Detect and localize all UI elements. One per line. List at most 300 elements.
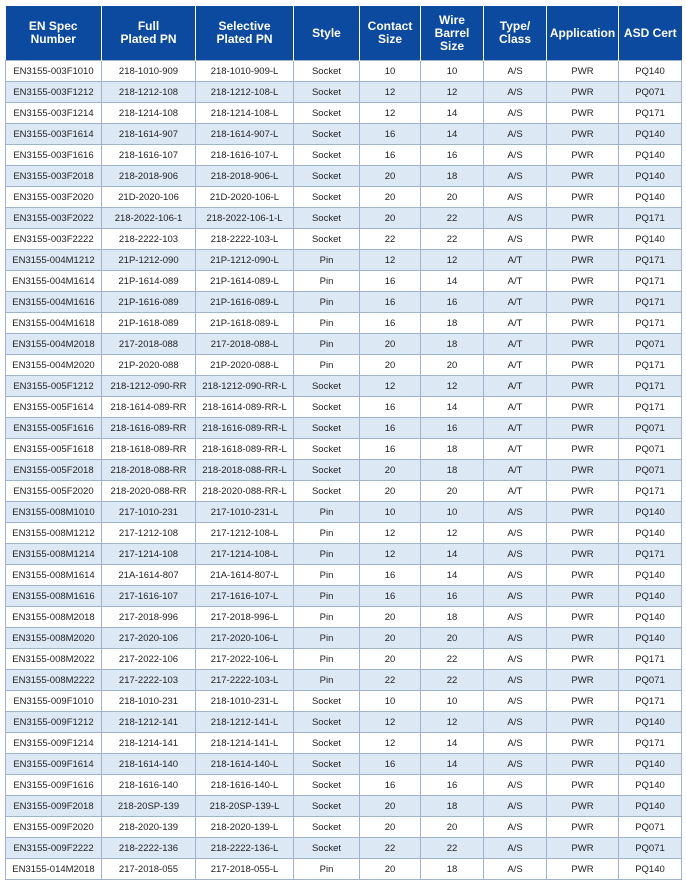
application-cell: PWR bbox=[547, 544, 619, 565]
header-contact-size bbox=[360, 6, 421, 61]
selective-plated-pn-cell: 217-2222-103-L bbox=[196, 670, 294, 691]
header-label: Style bbox=[312, 25, 341, 40]
selective-plated-pn-cell: 218-2018-906-L bbox=[196, 166, 294, 187]
asd-cert-cell: PQ140 bbox=[619, 124, 682, 145]
type-class-cell: A/S bbox=[484, 229, 547, 250]
header-label: Wire Barrel Size bbox=[434, 12, 470, 53]
contact-size-cell: 20 bbox=[360, 628, 421, 649]
wire-barrel-size-cell: 14 bbox=[421, 103, 484, 124]
contact-size-cell: 20 bbox=[360, 607, 421, 628]
full-plated-pn-cell: 218-2222-136 bbox=[102, 838, 196, 859]
wire-barrel-size-cell: 14 bbox=[421, 271, 484, 292]
contact-size-cell: 12 bbox=[360, 712, 421, 733]
contact-size-cell: 12 bbox=[360, 376, 421, 397]
asd-cert-cell: PQ140 bbox=[619, 796, 682, 817]
table-row bbox=[6, 838, 682, 859]
en-spec-number-cell: EN3155-008M1214 bbox=[6, 544, 102, 565]
contact-size-cell: 10 bbox=[360, 691, 421, 712]
en-spec-number-cell: EN3155-005F1616 bbox=[6, 418, 102, 439]
application-cell: PWR bbox=[547, 565, 619, 586]
wire-barrel-size-cell: 12 bbox=[421, 82, 484, 103]
contact-spec-table bbox=[5, 6, 682, 880]
type-class-cell: A/S bbox=[484, 649, 547, 670]
header-application bbox=[547, 6, 619, 61]
table-row bbox=[6, 733, 682, 754]
asd-cert-cell: PQ071 bbox=[619, 334, 682, 355]
full-plated-pn-cell: 218-1618-089-RR bbox=[102, 439, 196, 460]
type-class-cell: A/S bbox=[484, 187, 547, 208]
contact-size-cell: 12 bbox=[360, 103, 421, 124]
selective-plated-pn-cell: 217-2018-055-L bbox=[196, 859, 294, 880]
wire-barrel-size-cell: 22 bbox=[421, 670, 484, 691]
type-class-cell: A/S bbox=[484, 796, 547, 817]
en-spec-number-cell: EN3155-004M2018 bbox=[6, 334, 102, 355]
full-plated-pn-cell: 218-1616-140 bbox=[102, 775, 196, 796]
en-spec-number-cell: EN3155-003F1616 bbox=[6, 145, 102, 166]
selective-plated-pn-cell: 217-1010-231-L bbox=[196, 502, 294, 523]
en-spec-number-cell: EN3155-014M2018 bbox=[6, 859, 102, 880]
table-row bbox=[6, 124, 682, 145]
selective-plated-pn-cell: 217-1212-108-L bbox=[196, 523, 294, 544]
application-cell: PWR bbox=[547, 397, 619, 418]
wire-barrel-size-cell: 18 bbox=[421, 439, 484, 460]
table-row bbox=[6, 376, 682, 397]
type-class-cell: A/T bbox=[484, 439, 547, 460]
full-plated-pn-cell: 217-1214-108 bbox=[102, 544, 196, 565]
style-cell: Socket bbox=[294, 61, 360, 82]
type-class-cell: A/T bbox=[484, 292, 547, 313]
asd-cert-cell: PQ140 bbox=[619, 187, 682, 208]
table-row bbox=[6, 103, 682, 124]
header-type-class bbox=[484, 6, 547, 61]
full-plated-pn-cell: 218-2022-106-1 bbox=[102, 208, 196, 229]
type-class-cell: A/S bbox=[484, 670, 547, 691]
table-row bbox=[6, 796, 682, 817]
en-spec-number-cell: EN3155-008M2022 bbox=[6, 649, 102, 670]
contact-size-cell: 22 bbox=[360, 838, 421, 859]
en-spec-number-cell: EN3155-009F2020 bbox=[6, 817, 102, 838]
full-plated-pn-cell: 218-1616-107 bbox=[102, 145, 196, 166]
contact-size-cell: 20 bbox=[360, 334, 421, 355]
application-cell: PWR bbox=[547, 523, 619, 544]
application-cell: PWR bbox=[547, 502, 619, 523]
style-cell: Socket bbox=[294, 754, 360, 775]
full-plated-pn-cell: 217-2018-055 bbox=[102, 859, 196, 880]
style-cell: Socket bbox=[294, 691, 360, 712]
header-label: Full Plated PN bbox=[120, 19, 177, 46]
style-cell: Pin bbox=[294, 670, 360, 691]
spec-table-container bbox=[5, 6, 681, 880]
type-class-cell: A/S bbox=[484, 817, 547, 838]
table-row bbox=[6, 754, 682, 775]
table-row bbox=[6, 397, 682, 418]
type-class-cell: A/S bbox=[484, 754, 547, 775]
type-class-cell: A/S bbox=[484, 838, 547, 859]
wire-barrel-size-cell: 18 bbox=[421, 166, 484, 187]
en-spec-number-cell: EN3155-008M1212 bbox=[6, 523, 102, 544]
asd-cert-cell: PQ140 bbox=[619, 859, 682, 880]
en-spec-number-cell: EN3155-005F1618 bbox=[6, 439, 102, 460]
selective-plated-pn-cell: 218-1212-090-RR-L bbox=[196, 376, 294, 397]
wire-barrel-size-cell: 14 bbox=[421, 124, 484, 145]
wire-barrel-size-cell: 22 bbox=[421, 208, 484, 229]
full-plated-pn-cell: 21P-1614-089 bbox=[102, 271, 196, 292]
selective-plated-pn-cell: 21P-1212-090-L bbox=[196, 250, 294, 271]
wire-barrel-size-cell: 14 bbox=[421, 733, 484, 754]
type-class-cell: A/S bbox=[484, 544, 547, 565]
en-spec-number-cell: EN3155-003F1212 bbox=[6, 82, 102, 103]
full-plated-pn-cell: 218-1212-108 bbox=[102, 82, 196, 103]
contact-size-cell: 22 bbox=[360, 229, 421, 250]
asd-cert-cell: PQ171 bbox=[619, 376, 682, 397]
style-cell: Socket bbox=[294, 817, 360, 838]
type-class-cell: A/S bbox=[484, 124, 547, 145]
full-plated-pn-cell: 218-1010-909 bbox=[102, 61, 196, 82]
table-row bbox=[6, 166, 682, 187]
en-spec-number-cell: EN3155-009F1616 bbox=[6, 775, 102, 796]
asd-cert-cell: PQ171 bbox=[619, 733, 682, 754]
table-header bbox=[6, 6, 682, 61]
table-row bbox=[6, 271, 682, 292]
header-full-plated-pn bbox=[102, 6, 196, 61]
style-cell: Pin bbox=[294, 271, 360, 292]
wire-barrel-size-cell: 22 bbox=[421, 838, 484, 859]
asd-cert-cell: PQ171 bbox=[619, 544, 682, 565]
wire-barrel-size-cell: 12 bbox=[421, 250, 484, 271]
selective-plated-pn-cell: 218-2020-088-RR-L bbox=[196, 481, 294, 502]
header-row bbox=[6, 6, 682, 61]
type-class-cell: A/S bbox=[484, 607, 547, 628]
contact-size-cell: 16 bbox=[360, 439, 421, 460]
contact-size-cell: 16 bbox=[360, 586, 421, 607]
application-cell: PWR bbox=[547, 586, 619, 607]
wire-barrel-size-cell: 18 bbox=[421, 859, 484, 880]
full-plated-pn-cell: 217-2018-088 bbox=[102, 334, 196, 355]
style-cell: Socket bbox=[294, 145, 360, 166]
en-spec-number-cell: EN3155-003F1614 bbox=[6, 124, 102, 145]
application-cell: PWR bbox=[547, 754, 619, 775]
contact-size-cell: 16 bbox=[360, 292, 421, 313]
asd-cert-cell: PQ171 bbox=[619, 292, 682, 313]
application-cell: PWR bbox=[547, 187, 619, 208]
selective-plated-pn-cell: 218-2022-106-1-L bbox=[196, 208, 294, 229]
en-spec-number-cell: EN3155-008M1616 bbox=[6, 586, 102, 607]
selective-plated-pn-cell: 218-2020-139-L bbox=[196, 817, 294, 838]
application-cell: PWR bbox=[547, 208, 619, 229]
table-row bbox=[6, 628, 682, 649]
style-cell: Socket bbox=[294, 166, 360, 187]
wire-barrel-size-cell: 20 bbox=[421, 817, 484, 838]
type-class-cell: A/T bbox=[484, 418, 547, 439]
selective-plated-pn-cell: 217-2020-106-L bbox=[196, 628, 294, 649]
selective-plated-pn-cell: 218-1212-108-L bbox=[196, 82, 294, 103]
wire-barrel-size-cell: 20 bbox=[421, 628, 484, 649]
application-cell: PWR bbox=[547, 355, 619, 376]
en-spec-number-cell: EN3155-003F1010 bbox=[6, 61, 102, 82]
en-spec-number-cell: EN3155-009F1614 bbox=[6, 754, 102, 775]
asd-cert-cell: PQ171 bbox=[619, 481, 682, 502]
full-plated-pn-cell: 218-1212-141 bbox=[102, 712, 196, 733]
full-plated-pn-cell: 21P-1212-090 bbox=[102, 250, 196, 271]
selective-plated-pn-cell: 21P-2020-088-L bbox=[196, 355, 294, 376]
type-class-cell: A/S bbox=[484, 628, 547, 649]
selective-plated-pn-cell: 218-1618-089-RR-L bbox=[196, 439, 294, 460]
type-class-cell: A/S bbox=[484, 712, 547, 733]
type-class-cell: A/T bbox=[484, 355, 547, 376]
asd-cert-cell: PQ140 bbox=[619, 607, 682, 628]
table-row bbox=[6, 208, 682, 229]
contact-size-cell: 20 bbox=[360, 187, 421, 208]
application-cell: PWR bbox=[547, 313, 619, 334]
style-cell: Socket bbox=[294, 187, 360, 208]
table-row bbox=[6, 292, 682, 313]
en-spec-number-cell: EN3155-008M2018 bbox=[6, 607, 102, 628]
asd-cert-cell: PQ171 bbox=[619, 271, 682, 292]
selective-plated-pn-cell: 218-2018-088-RR-L bbox=[196, 460, 294, 481]
application-cell: PWR bbox=[547, 124, 619, 145]
en-spec-number-cell: EN3155-003F2222 bbox=[6, 229, 102, 250]
style-cell: Socket bbox=[294, 775, 360, 796]
en-spec-number-cell: EN3155-009F1214 bbox=[6, 733, 102, 754]
asd-cert-cell: PQ171 bbox=[619, 103, 682, 124]
type-class-cell: A/T bbox=[484, 250, 547, 271]
wire-barrel-size-cell: 16 bbox=[421, 775, 484, 796]
asd-cert-cell: PQ140 bbox=[619, 586, 682, 607]
selective-plated-pn-cell: 217-2018-996-L bbox=[196, 607, 294, 628]
table-row bbox=[6, 712, 682, 733]
wire-barrel-size-cell: 20 bbox=[421, 355, 484, 376]
en-spec-number-cell: EN3155-005F2018 bbox=[6, 460, 102, 481]
table-row bbox=[6, 439, 682, 460]
header-style bbox=[294, 6, 360, 61]
wire-barrel-size-cell: 10 bbox=[421, 61, 484, 82]
asd-cert-cell: PQ140 bbox=[619, 145, 682, 166]
application-cell: PWR bbox=[547, 103, 619, 124]
table-row bbox=[6, 502, 682, 523]
en-spec-number-cell: EN3155-004M1616 bbox=[6, 292, 102, 313]
table-row bbox=[6, 691, 682, 712]
contact-size-cell: 16 bbox=[360, 124, 421, 145]
selective-plated-pn-cell: 218-1616-140-L bbox=[196, 775, 294, 796]
asd-cert-cell: PQ140 bbox=[619, 754, 682, 775]
application-cell: PWR bbox=[547, 292, 619, 313]
full-plated-pn-cell: 218-2018-906 bbox=[102, 166, 196, 187]
table-row bbox=[6, 187, 682, 208]
asd-cert-cell: PQ171 bbox=[619, 250, 682, 271]
wire-barrel-size-cell: 18 bbox=[421, 334, 484, 355]
contact-size-cell: 12 bbox=[360, 544, 421, 565]
wire-barrel-size-cell: 14 bbox=[421, 754, 484, 775]
en-spec-number-cell: EN3155-008M1010 bbox=[6, 502, 102, 523]
table-row bbox=[6, 607, 682, 628]
application-cell: PWR bbox=[547, 649, 619, 670]
style-cell: Socket bbox=[294, 103, 360, 124]
application-cell: PWR bbox=[547, 229, 619, 250]
wire-barrel-size-cell: 12 bbox=[421, 712, 484, 733]
wire-barrel-size-cell: 10 bbox=[421, 691, 484, 712]
selective-plated-pn-cell: 218-20SP-139-L bbox=[196, 796, 294, 817]
table-row bbox=[6, 523, 682, 544]
table-row bbox=[6, 250, 682, 271]
contact-size-cell: 20 bbox=[360, 817, 421, 838]
selective-plated-pn-cell: 218-1614-140-L bbox=[196, 754, 294, 775]
type-class-cell: A/S bbox=[484, 166, 547, 187]
en-spec-number-cell: EN3155-005F1614 bbox=[6, 397, 102, 418]
selective-plated-pn-cell: 218-1214-141-L bbox=[196, 733, 294, 754]
en-spec-number-cell: EN3155-005F1212 bbox=[6, 376, 102, 397]
type-class-cell: A/T bbox=[484, 271, 547, 292]
full-plated-pn-cell: 218-2020-088-RR bbox=[102, 481, 196, 502]
table-row bbox=[6, 418, 682, 439]
table-row bbox=[6, 775, 682, 796]
en-spec-number-cell: EN3155-009F1010 bbox=[6, 691, 102, 712]
contact-size-cell: 20 bbox=[360, 460, 421, 481]
table-row bbox=[6, 334, 682, 355]
contact-size-cell: 20 bbox=[360, 649, 421, 670]
table-row bbox=[6, 544, 682, 565]
full-plated-pn-cell: 217-1010-231 bbox=[102, 502, 196, 523]
full-plated-pn-cell: 21P-1618-089 bbox=[102, 313, 196, 334]
header-label: Selective Plated PN bbox=[216, 19, 273, 46]
wire-barrel-size-cell: 16 bbox=[421, 145, 484, 166]
type-class-cell: A/T bbox=[484, 376, 547, 397]
style-cell: Pin bbox=[294, 607, 360, 628]
asd-cert-cell: PQ171 bbox=[619, 397, 682, 418]
style-cell: Pin bbox=[294, 250, 360, 271]
style-cell: Pin bbox=[294, 565, 360, 586]
style-cell: Socket bbox=[294, 796, 360, 817]
application-cell: PWR bbox=[547, 796, 619, 817]
full-plated-pn-cell: 21P-1616-089 bbox=[102, 292, 196, 313]
header-label: Application bbox=[549, 25, 616, 40]
contact-size-cell: 20 bbox=[360, 481, 421, 502]
selective-plated-pn-cell: 21D-2020-106-L bbox=[196, 187, 294, 208]
table-row bbox=[6, 460, 682, 481]
full-plated-pn-cell: 218-1614-907 bbox=[102, 124, 196, 145]
selective-plated-pn-cell: 21P-1618-089-L bbox=[196, 313, 294, 334]
style-cell: Socket bbox=[294, 838, 360, 859]
application-cell: PWR bbox=[547, 859, 619, 880]
type-class-cell: A/S bbox=[484, 733, 547, 754]
full-plated-pn-cell: 218-1010-231 bbox=[102, 691, 196, 712]
full-plated-pn-cell: 217-2020-106 bbox=[102, 628, 196, 649]
table-row bbox=[6, 82, 682, 103]
wire-barrel-size-cell: 18 bbox=[421, 607, 484, 628]
contact-size-cell: 10 bbox=[360, 61, 421, 82]
full-plated-pn-cell: 217-1616-107 bbox=[102, 586, 196, 607]
full-plated-pn-cell: 217-2018-996 bbox=[102, 607, 196, 628]
type-class-cell: A/S bbox=[484, 586, 547, 607]
asd-cert-cell: PQ071 bbox=[619, 817, 682, 838]
selective-plated-pn-cell: 218-2222-136-L bbox=[196, 838, 294, 859]
type-class-cell: A/S bbox=[484, 103, 547, 124]
contact-size-cell: 16 bbox=[360, 397, 421, 418]
application-cell: PWR bbox=[547, 838, 619, 859]
full-plated-pn-cell: 21A-1614-807 bbox=[102, 565, 196, 586]
full-plated-pn-cell: 217-1212-108 bbox=[102, 523, 196, 544]
full-plated-pn-cell: 21D-2020-106 bbox=[102, 187, 196, 208]
en-spec-number-cell: EN3155-008M2020 bbox=[6, 628, 102, 649]
selective-plated-pn-cell: 218-1214-108-L bbox=[196, 103, 294, 124]
application-cell: PWR bbox=[547, 691, 619, 712]
table-row bbox=[6, 565, 682, 586]
style-cell: Pin bbox=[294, 523, 360, 544]
application-cell: PWR bbox=[547, 481, 619, 502]
selective-plated-pn-cell: 21P-1616-089-L bbox=[196, 292, 294, 313]
contact-size-cell: 16 bbox=[360, 418, 421, 439]
application-cell: PWR bbox=[547, 82, 619, 103]
full-plated-pn-cell: 218-1614-140 bbox=[102, 754, 196, 775]
en-spec-number-cell: EN3155-004M2020 bbox=[6, 355, 102, 376]
asd-cert-cell: PQ140 bbox=[619, 628, 682, 649]
contact-size-cell: 16 bbox=[360, 271, 421, 292]
full-plated-pn-cell: 217-2022-106 bbox=[102, 649, 196, 670]
type-class-cell: A/S bbox=[484, 859, 547, 880]
wire-barrel-size-cell: 16 bbox=[421, 292, 484, 313]
table-row bbox=[6, 145, 682, 166]
contact-size-cell: 12 bbox=[360, 523, 421, 544]
asd-cert-cell: PQ071 bbox=[619, 418, 682, 439]
wire-barrel-size-cell: 18 bbox=[421, 460, 484, 481]
en-spec-number-cell: EN3155-009F1212 bbox=[6, 712, 102, 733]
table-row bbox=[6, 61, 682, 82]
full-plated-pn-cell: 218-1214-108 bbox=[102, 103, 196, 124]
contact-size-cell: 12 bbox=[360, 733, 421, 754]
table-row bbox=[6, 481, 682, 502]
type-class-cell: A/T bbox=[484, 397, 547, 418]
style-cell: Socket bbox=[294, 418, 360, 439]
selective-plated-pn-cell: 217-2022-106-L bbox=[196, 649, 294, 670]
asd-cert-cell: PQ071 bbox=[619, 82, 682, 103]
contact-size-cell: 16 bbox=[360, 313, 421, 334]
contact-size-cell: 20 bbox=[360, 355, 421, 376]
style-cell: Socket bbox=[294, 229, 360, 250]
wire-barrel-size-cell: 20 bbox=[421, 481, 484, 502]
selective-plated-pn-cell: 217-2018-088-L bbox=[196, 334, 294, 355]
header-label: ASD Cert bbox=[623, 25, 677, 40]
asd-cert-cell: PQ140 bbox=[619, 712, 682, 733]
header-selective-plated-pn bbox=[196, 6, 294, 61]
table-row bbox=[6, 859, 682, 880]
style-cell: Pin bbox=[294, 502, 360, 523]
asd-cert-cell: PQ140 bbox=[619, 502, 682, 523]
full-plated-pn-cell: 218-20SP-139 bbox=[102, 796, 196, 817]
type-class-cell: A/T bbox=[484, 460, 547, 481]
table-row bbox=[6, 649, 682, 670]
en-spec-number-cell: EN3155-004M1212 bbox=[6, 250, 102, 271]
style-cell: Socket bbox=[294, 82, 360, 103]
style-cell: Pin bbox=[294, 313, 360, 334]
type-class-cell: A/S bbox=[484, 208, 547, 229]
asd-cert-cell: PQ140 bbox=[619, 166, 682, 187]
contact-size-cell: 20 bbox=[360, 208, 421, 229]
header-en-spec-number bbox=[6, 6, 102, 61]
style-cell: Socket bbox=[294, 439, 360, 460]
asd-cert-cell: PQ140 bbox=[619, 229, 682, 250]
table-row bbox=[6, 313, 682, 334]
header-label: Type/ Class bbox=[498, 19, 532, 46]
full-plated-pn-cell: 218-1616-089-RR bbox=[102, 418, 196, 439]
style-cell: Pin bbox=[294, 649, 360, 670]
application-cell: PWR bbox=[547, 607, 619, 628]
selective-plated-pn-cell: 218-1616-089-RR-L bbox=[196, 418, 294, 439]
selective-plated-pn-cell: 218-1010-909-L bbox=[196, 61, 294, 82]
application-cell: PWR bbox=[547, 817, 619, 838]
en-spec-number-cell: EN3155-003F2022 bbox=[6, 208, 102, 229]
contact-size-cell: 16 bbox=[360, 145, 421, 166]
style-cell: Socket bbox=[294, 460, 360, 481]
wire-barrel-size-cell: 10 bbox=[421, 502, 484, 523]
